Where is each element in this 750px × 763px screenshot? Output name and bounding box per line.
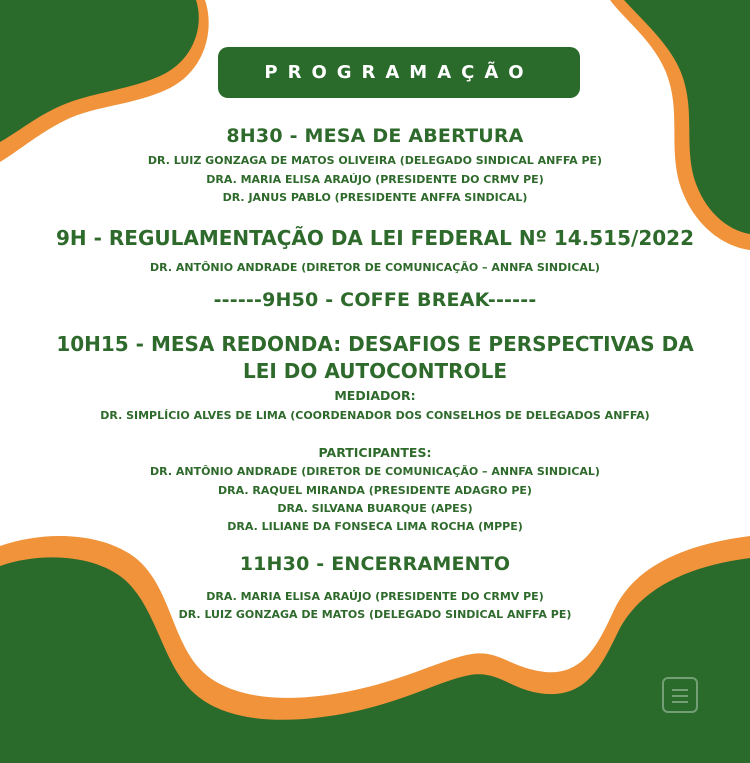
opening-speaker-1: DR. LUIZ GONZAGA DE MATOS OLIVEIRA (DELEGADO SINDICAL ANFFA PE)	[147, 154, 603, 167]
closing-speaker-1: DRA. MARIA ELISA ARAÚJO (PRESIDENTE DO CRMV PE)	[206, 590, 544, 603]
regulation-speaker: DR. ANTÔNIO ANDRADE (DIRETOR DE COMUNICAÇÃO – ANNFA SINDICAL)	[150, 261, 600, 274]
opening-speaker-3: DR. JANUS PABLO (PRESIDENTE ANFFA SINDICAL)	[222, 191, 528, 204]
round-table-heading-line-1: 10H15 - MESA REDONDA: DESAFIOS E PERSPECTIVAS DA	[56, 332, 694, 356]
opening-speaker-2: DRA. MARIA ELISA ARAÚJO (PRESIDENTE DO CRMV PE)	[206, 173, 544, 186]
mediator-label: MEDIADOR:	[334, 388, 416, 403]
opening-heading: 8H30 - MESA DE ABERTURA	[226, 125, 524, 147]
participant-2: DRA. RAQUEL MIRANDA (PRESIDENTE ADAGRO PE)	[218, 484, 532, 497]
programacao-title: PROGRAMAÇÃO	[264, 62, 534, 83]
participants-label: PARTICIPANTES:	[318, 445, 432, 460]
mediator-name: DR. SIMPLÍCIO ALVES DE LIMA (COORDENADOR DOS CONSELHOS DE DELEGADOS ANFFA)	[100, 409, 650, 422]
regulation-heading: 9H - REGULAMENTAÇÃO DA LEI FEDERAL Nº 14.515/2022	[56, 226, 694, 250]
programacao-title-badge	[218, 47, 580, 98]
participant-3: DRA. SILVANA BUARQUE (APES)	[277, 502, 473, 515]
closing-speaker-2: DR. LUIZ GONZAGA DE MATOS (DELEGADO SINDICAL ANFFA PE)	[178, 608, 572, 621]
participant-4: DRA. LILIANE DA FONSECA LIMA ROCHA (MPPE)	[227, 520, 523, 533]
participant-1: DR. ANTÔNIO ANDRADE (DIRETOR DE COMUNICAÇÃO – ANNFA SINDICAL)	[150, 465, 600, 478]
coffee-break-heading: ------9H50 - COFFE BREAK------	[213, 289, 537, 311]
closing-heading: 11H30 - ENCERRAMENTO	[239, 553, 511, 575]
scan-document-icon[interactable]	[662, 677, 698, 713]
round-table-heading-line-2: LEI DO AUTOCONTROLE	[243, 359, 507, 383]
